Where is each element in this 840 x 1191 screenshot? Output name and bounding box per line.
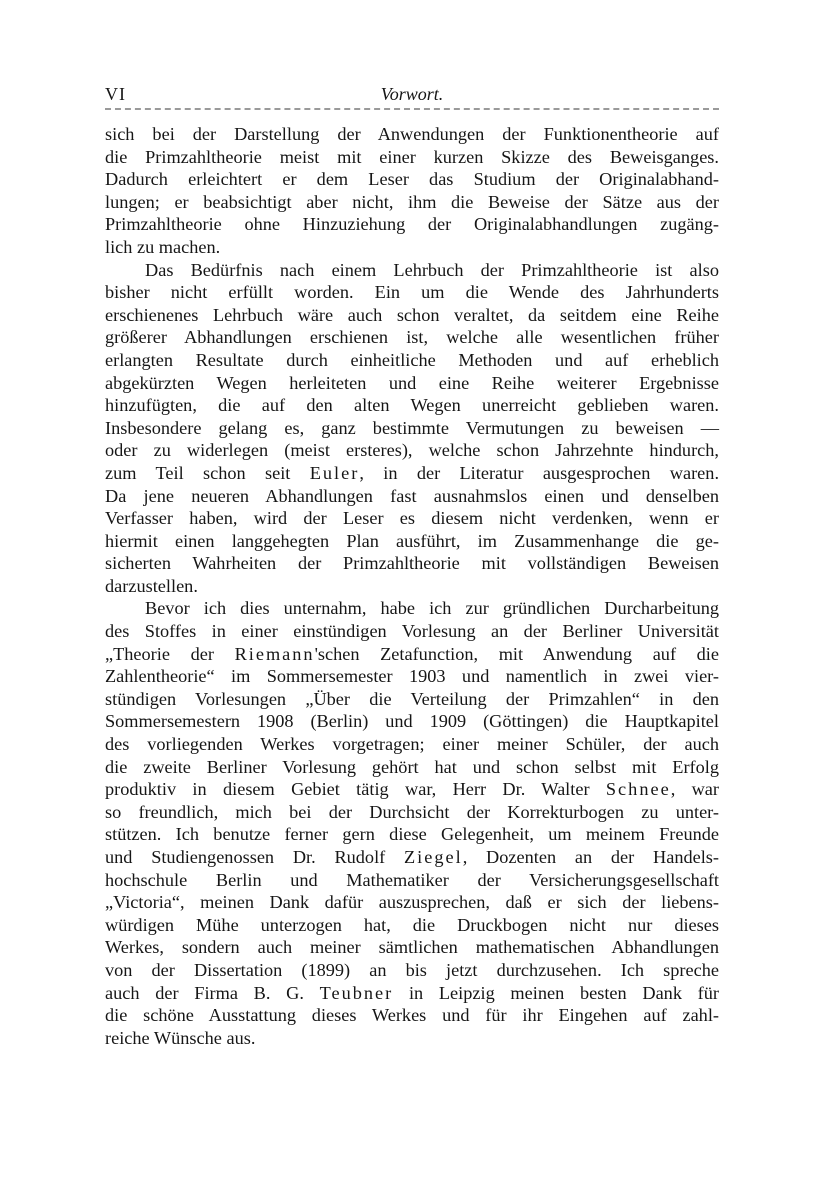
text-line: erlangten Resultate durch einheitliche Methoden und auf erheblich <box>105 349 719 370</box>
spaced-name: Riemann <box>234 643 315 664</box>
text-line: abgekürzten Wegen herleiteten und eine Reihe weiterer Ergebnisse <box>105 372 719 393</box>
text-line: so freundlich, mich bei der Durchsicht der Korrekturbogen zu unter- <box>105 801 719 822</box>
body-text <box>105 123 719 1049</box>
text-line: stützen. Ich benutze ferner gern diese Gelegenheit, um meinem Freunde <box>105 824 719 845</box>
text-line: reiche Wünsche aus. <box>105 1027 256 1048</box>
text-line <box>105 846 719 869</box>
text-line: hochschule Berlin und Mathematiker der Versicherungsgesellschaft <box>105 869 719 890</box>
text-line: größerer Abhandlungen erschienen ist, welche alle wesentlichen früher <box>105 327 719 348</box>
text-line: Verfasser haben, wird der Leser es diesem nicht verdenken, wenn er <box>105 508 719 529</box>
text-segment: , in der Literatur ausgesprochen waren. <box>359 462 720 483</box>
page-number: VI <box>105 84 126 104</box>
paragraph <box>105 259 719 598</box>
text-line: Dadurch erleichtert er dem Leser das Studium der Originalabhand- <box>105 169 719 190</box>
running-title: Vorwort. <box>380 84 444 104</box>
text-line: Da jene neueren Abhandlungen fast ausnahmslos einen und denselben <box>105 485 719 506</box>
text-line: des vorliegenden Werkes vorgetragen; einer meiner Schüler, der auch <box>105 734 719 755</box>
text-line <box>105 462 719 485</box>
text-segment: zum Teil schon seit <box>105 462 310 483</box>
text-line: Primzahltheorie ohne Hinzuziehung der Originalabhandlungen zugäng- <box>105 214 719 235</box>
text-line: würdigen Mühe unterzogen hat, die Druckbogen nicht nur dieses <box>105 914 719 935</box>
text-line: des Stoffes in einer einstündigen Vorlesung an der Berliner Universität <box>105 621 719 642</box>
text-segment: „Theorie der <box>105 643 235 664</box>
text-line: hiermit einen langgehegten Plan ausführt, im Zusammenhange die ge- <box>105 530 719 551</box>
spaced-name: Schnee <box>605 779 671 800</box>
header-rule <box>105 108 719 110</box>
text-line: lungen; er beabsichtigt aber nicht, ihm die Beweise der Sätze aus der <box>105 191 719 212</box>
text-line: Das Bedürfnis nach einem Lehrbuch der Primzahltheorie ist also <box>145 259 719 280</box>
text-line: Insbesondere gelang es, ganz bestimmte Vermutungen zu beweisen — <box>105 417 719 438</box>
text-line: Zahlentheorie“ im Sommersemester 1903 und namentlich in zwei vier- <box>105 666 719 687</box>
text-line <box>105 982 719 1005</box>
text-segment: und Studiengenossen Dr. Rudolf <box>105 847 405 867</box>
text-line <box>105 778 719 801</box>
text-line: Werkes, sondern auch meiner sämtlichen mathematischen Abhandlungen <box>105 937 719 958</box>
spaced-name: Euler <box>309 462 360 483</box>
text-segment: auch der Firma B. G. <box>105 982 320 1003</box>
paragraph <box>105 597 719 1049</box>
text-line: darzustellen. <box>105 575 198 596</box>
text-line: Bevor ich dies unternahm, habe ich zur gründlichen Durcharbeitung <box>145 598 719 619</box>
text-line: lich zu machen. <box>105 236 221 257</box>
text-line: von der Dissertation (1899) an bis jetzt durchzusehen. Ich spreche <box>105 959 719 980</box>
text-line: Sommersemestern 1908 (Berlin) und 1909 (Göttingen) die Hauptkapitel <box>105 711 719 732</box>
text-line: bisher nicht erfüllt worden. Ein um die Wende des Jahrhunderts <box>105 282 719 303</box>
paragraph <box>105 123 719 259</box>
text-line: „Victoria“, meinen Dank dafür auszusprechen, daß er sich der liebens- <box>105 892 719 913</box>
text-segment: 'schen Zetafunction, mit Anwendung auf die <box>314 643 719 664</box>
text-line: sicherten Wahrheiten der Primzahltheorie mit vollständigen Beweisen <box>105 553 719 574</box>
text-line: sich bei der Darstellung der Anwendungen der Funktionentheorie auf <box>105 124 719 144</box>
text-line: erschienenes Lehrbuch wäre auch schon veraltet, da seitdem eine Reihe <box>105 304 719 325</box>
text-segment: , war <box>670 779 720 800</box>
text-line: die schöne Ausstattung dieses Werkes und für ihr Eingehen auf zahl- <box>105 1005 719 1026</box>
spaced-name: Teubner <box>319 982 394 1003</box>
spaced-name: Ziegel <box>404 847 463 867</box>
running-head <box>105 84 719 106</box>
text-line: hinzufügten, die auf den alten Wegen unerreicht geblieben waren. <box>105 395 719 416</box>
text-segment: , Dozenten an der Handels- <box>462 847 719 867</box>
text-line: die Primzahltheorie meist mit einer kurzen Skizze des Beweisganges. <box>105 146 719 167</box>
text-line: die zweite Berliner Vorlesung gehört hat und schon selbst mit Erfolg <box>105 756 719 777</box>
text-segment: in Leipzig meinen besten Dank für <box>393 982 719 1003</box>
text-segment: produktiv in diesem Gebiet tätig war, Herr Dr. Walter <box>105 779 606 800</box>
text-line: oder zu widerlegen (meist ersteres), welche schon Jahrzehnte hindurch, <box>105 440 719 461</box>
text-line <box>105 643 719 666</box>
text-line: stündigen Vorlesungen „Über die Verteilung der Primzahlen“ in den <box>105 688 719 709</box>
